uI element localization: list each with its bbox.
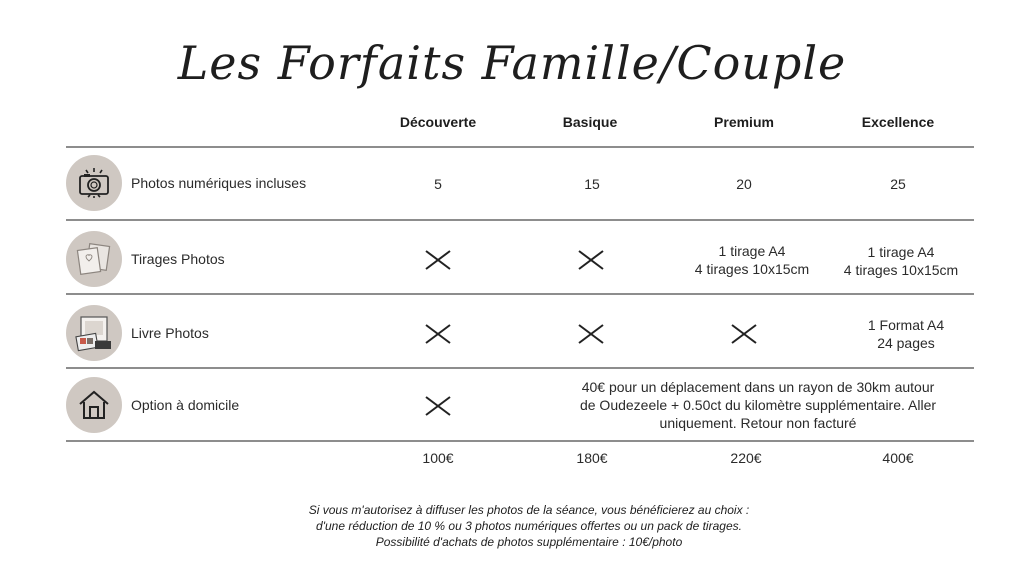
tirages-premium [672,242,832,278]
photos-basique: 15 [584,176,600,192]
livre-excellence-line1: 1 Format A4 [867,317,945,333]
not-included-icon [424,323,452,345]
footnote-line1: Si vous m'autorisez à diffuser les photos de la séance, vous bénéficierez au choix : [308,503,750,517]
column-header-premium: Premium [714,114,774,130]
photos-premium: 20 [736,176,752,192]
not-included-icon [424,395,452,417]
photo-book-icon [66,305,122,361]
domicile-details-line3: uniquement. Retour non facturé [659,415,857,431]
table-divider [66,293,974,295]
tirages-premium-line1: 1 tirage A4 [718,243,786,259]
camera-icon [66,155,122,211]
not-included-icon [730,323,758,345]
price-basique: 180€ [576,450,608,466]
photos-decouverte: 5 [434,176,442,192]
price-premium: 220€ [730,450,762,466]
tirages-excellence-line1: 1 tirage A4 [867,244,935,260]
tirages-excellence [821,243,981,279]
column-header-basique: Basique [562,114,618,130]
not-included-icon [577,323,605,345]
row-label-livre: Livre Photos [131,325,209,341]
photo-prints-icon [66,231,122,287]
photos-excellence: 25 [890,176,906,192]
domicile-details-line2: de Oudezeele + 0.50ct du kilomètre supplémentaire. Aller [579,397,937,413]
column-header-decouverte: Découverte [399,114,477,130]
not-included-icon [577,249,605,271]
footnote-line2: d'une réduction de 10 % ou 3 photos numériques offertes ou un pack de tirages. [316,519,742,533]
table-divider [66,219,974,221]
footnote-line3: Possibilité d'achats de photos supplémentaire : 10€/photo [375,535,683,549]
row-label-tirages: Tirages Photos [131,251,225,267]
table-divider [66,367,974,369]
row-label-photos: Photos numériques incluses [131,175,307,191]
footnote [0,502,1024,550]
domicile-details-line1: 40€ pour un déplacement dans un rayon de 30km autour [581,379,935,395]
price-excellence: 400€ [882,450,914,466]
page-title: Les Forfaits Famille/Couple [177,36,847,90]
livre-excellence-line2: 24 pages [877,335,935,351]
tirages-premium-line2: 4 tirages 10x15cm [694,261,810,277]
table-divider [66,146,974,148]
row-label-domicile: Option à domicile [131,397,240,413]
column-header-excellence: Excellence [861,114,935,130]
not-included-icon [424,249,452,271]
house-icon [66,377,122,433]
price-decouverte: 100€ [422,450,454,466]
tirages-excellence-line2: 4 tirages 10x15cm [843,262,959,278]
table-divider [66,440,974,442]
domicile-details [548,378,968,432]
livre-excellence [826,316,986,352]
